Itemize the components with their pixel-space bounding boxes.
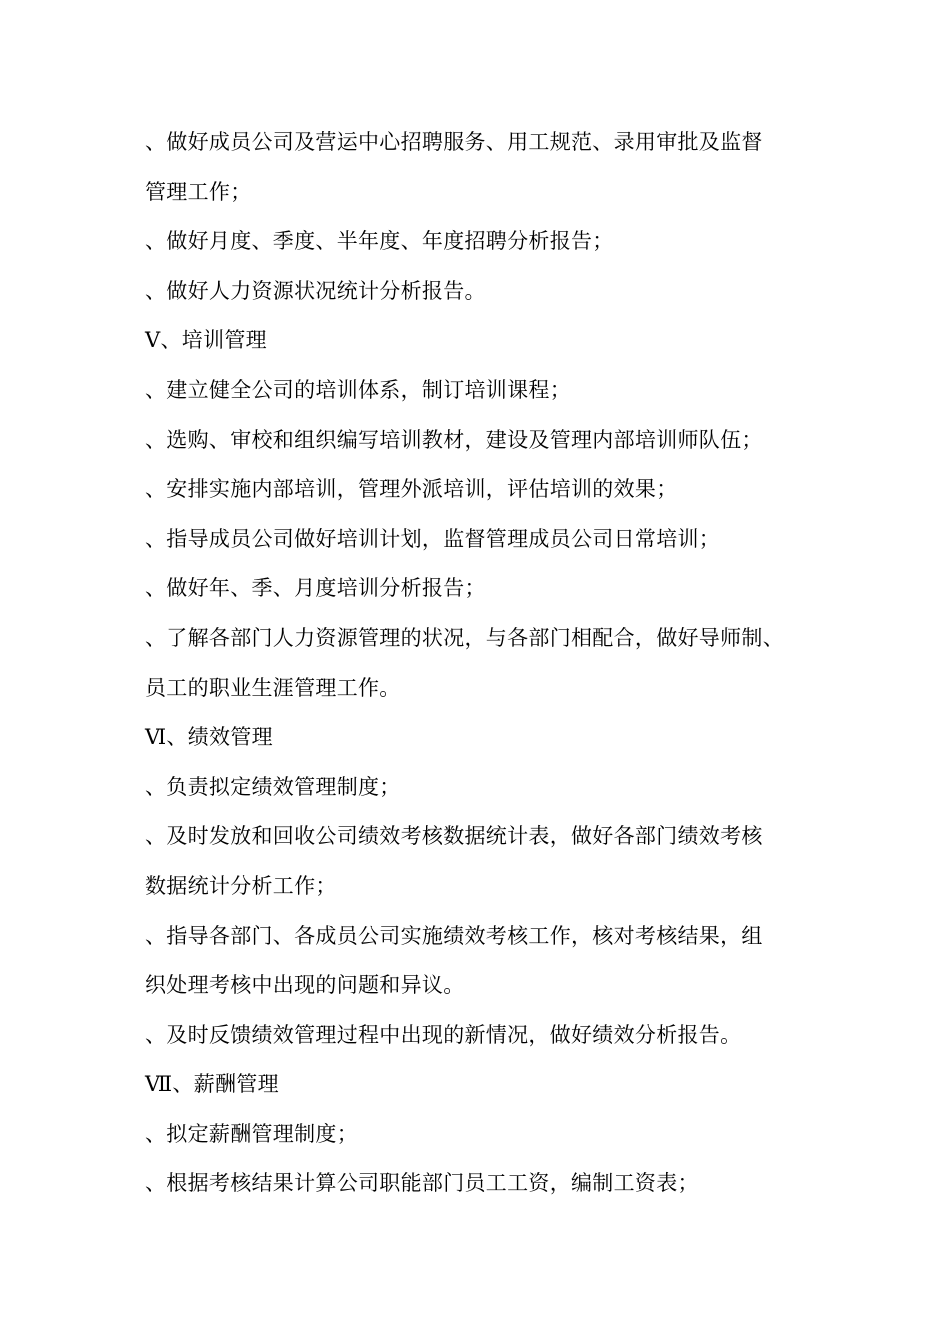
text-line: 、选购、审校和组织编写培训教材，建设及管理内部培训师队伍；: [145, 427, 763, 452]
text-line: 、建立健全公司的培训体系，制订培训课程；: [145, 377, 571, 402]
text-line: 、及时反馈绩效管理过程中出现的新情况，做好绩效分析报告。: [145, 1022, 742, 1047]
text-line: 、及时发放和回收公司绩效考核数据统计表，做好各部门绩效考核: [145, 824, 763, 849]
text-line: 、安排实施内部培训，管理外派培训，评估培训的效果；: [145, 477, 678, 502]
text-line: 员工的职业生涯管理工作。: [145, 675, 401, 700]
text-line: 管理工作；: [145, 179, 252, 204]
text-line: 、指导各部门、各成员公司实施绩效考核工作，核对考核结果，组: [145, 923, 763, 948]
text-line: 、做好年、季、月度培训分析报告；: [145, 576, 486, 601]
text-line: 、拟定薪酬管理制度；: [145, 1121, 358, 1146]
text-line: 、负责拟定绩效管理制度；: [145, 774, 401, 799]
section-heading: Ⅶ、薪酬管理: [145, 1072, 279, 1097]
text-line: 、做好人力资源状况统计分析报告。: [145, 278, 486, 303]
text-line: 、做好成员公司及营运中心招聘服务、用工规范、录用审批及监督: [145, 130, 763, 154]
document-body: [145, 118, 815, 1209]
text-line: 、了解各部门人力资源管理的状况，与各部门相配合，做好导师制、: [145, 625, 784, 650]
text-line: 、做好月度、季度、半年度、年度招聘分析报告；: [145, 229, 614, 254]
section-heading: Ⅴ、培训管理: [145, 328, 267, 353]
text-line: 、根据考核结果计算公司职能部门员工工资，编制工资表；: [145, 1171, 699, 1196]
text-line: 织处理考核中出现的问题和异议。: [145, 973, 465, 998]
section-heading: Ⅵ、绩效管理: [145, 725, 273, 750]
text-line: 、指导成员公司做好培训计划，监督管理成员公司日常培训；: [145, 526, 721, 551]
text-line: 数据统计分析工作；: [145, 873, 337, 898]
